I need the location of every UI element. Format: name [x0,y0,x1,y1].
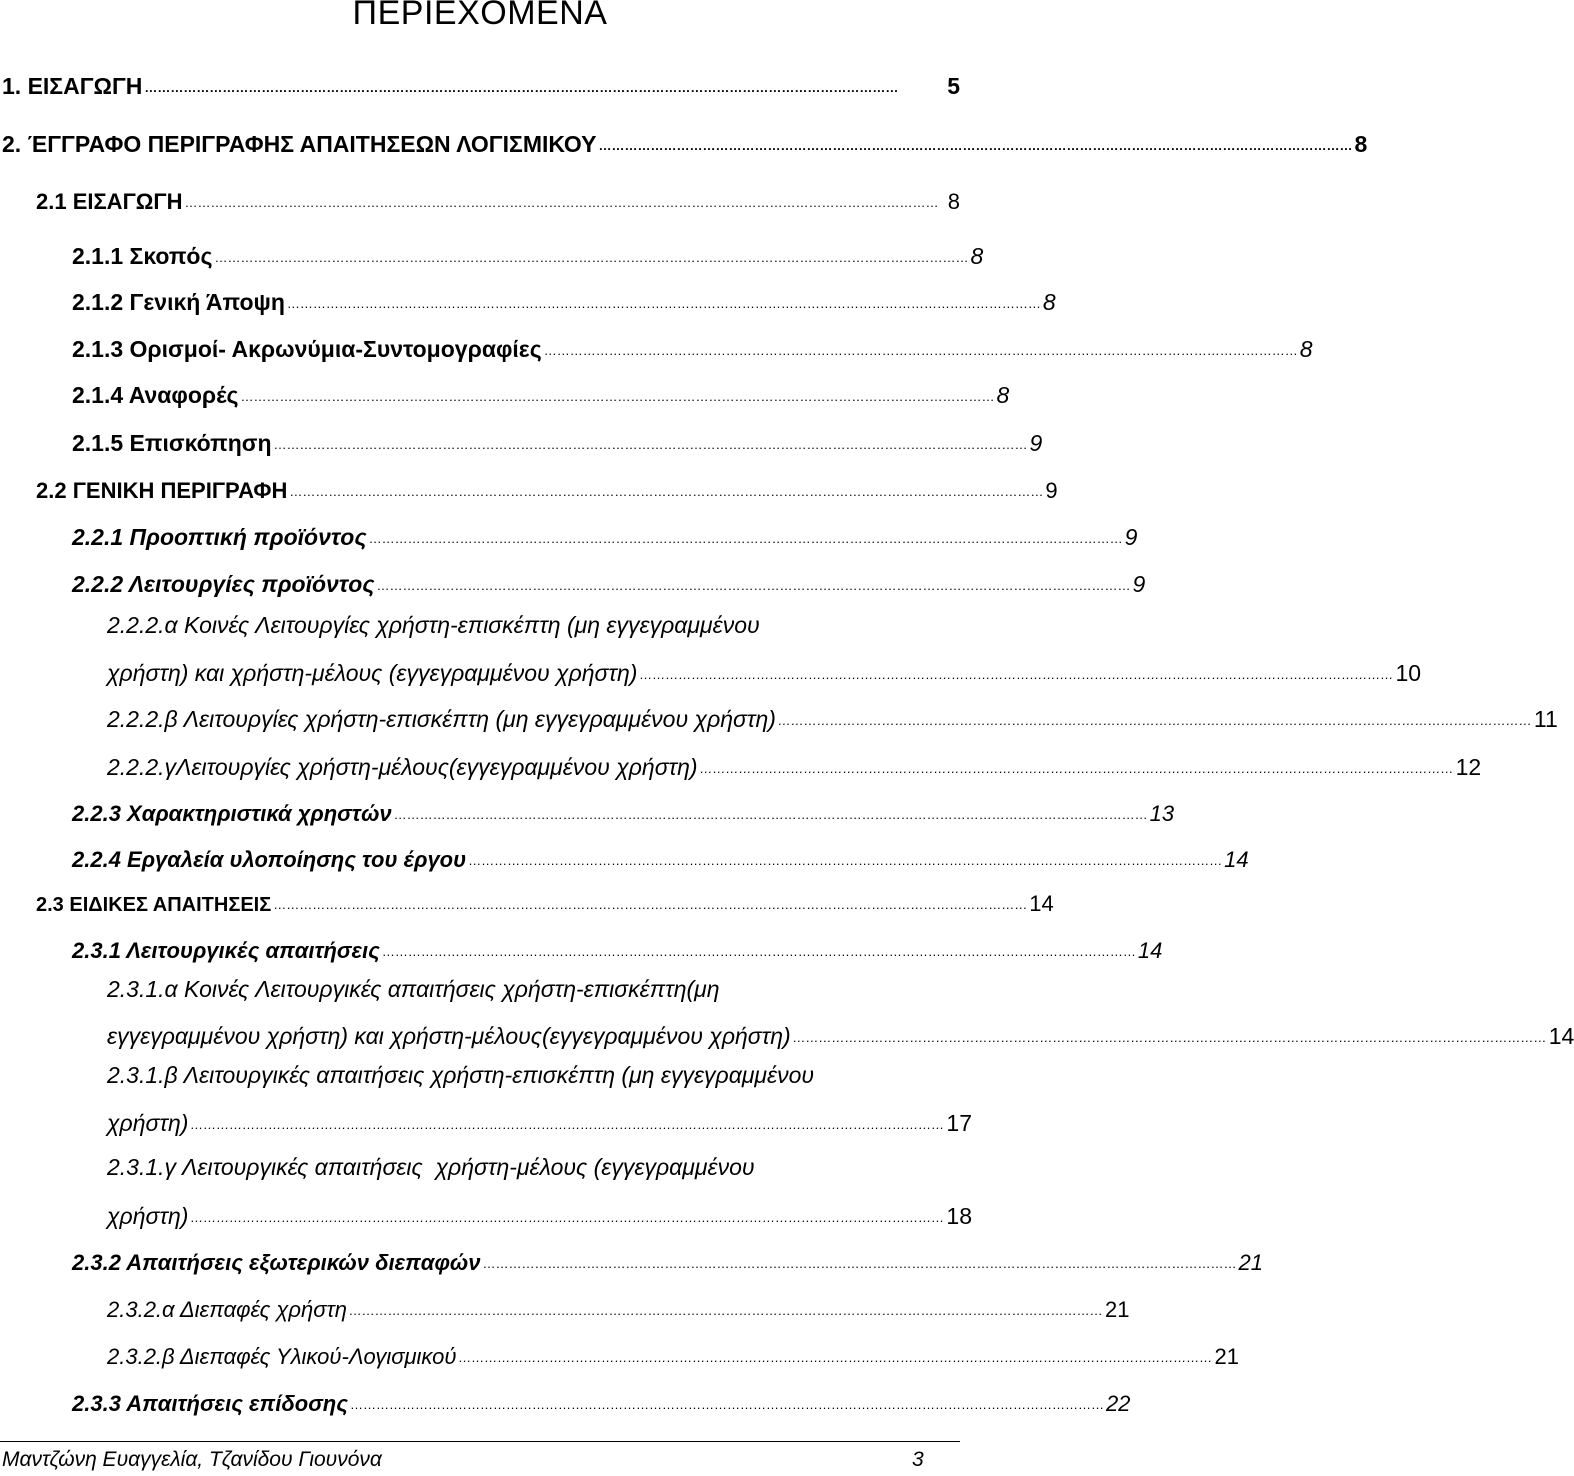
toc-entry-2-2[interactable] [0,464,1058,504]
dot-leader: ………………………………………………………………………………………………………………………………………………………… [348,1303,1103,1318]
toc-entry-label: 2. ΈΓΓΡΑΦΟ ΠΕΡΙΓΡΑΦΗΣ ΑΠΑΙΤΗΣΕΩΝ ΛΟΓΙΣΜΙΚΟΥ [2,131,597,157]
toc-entry-label: 2.1.2 Γενική Άποψη [72,289,285,315]
toc-entry-label: 2.1.4 Αναφορές [72,382,239,408]
toc-entry-page: 9 [1045,478,1058,503]
toc-entry-label: χρήστη) [107,1203,189,1229]
toc-entry-label: χρήστη) και χρήστη-μέλους (εγγεγραμμένου χρήστη) [107,660,638,686]
toc-entry-2-3-2[interactable] [0,1236,1263,1276]
toc-entry-page: 21 [1238,1250,1263,1275]
dot-leader: ………………………………………………………………………………………………………………………………………………………… [214,250,969,265]
toc-entry-label: 2.2.2.β Λειτουργίες χρήστη-επισκέπτη (μη εγγεγραμμένου χρήστη) [107,706,776,732]
toc-entry-2-2-1[interactable] [0,511,1138,551]
toc-entry-page: 11 [1533,706,1558,732]
toc-entry-page: 8 [970,243,984,269]
toc-entry-page: 8 [1042,289,1056,315]
dot-leader: ………………………………………………………………………………………………………………………………………………………… [289,484,1044,499]
toc-entry-label-line1: 2.3.1.α Κοινές Λειτουργικές απαιτήσεις χρήστη-επισκέπτη(μη [107,976,720,1002]
dot-leader: ………………………………………………………………………………………………………………………………………………………… [368,531,1123,546]
toc-entry-label: 2.2.1 Προοπτική προϊόντος [72,524,367,550]
dot-leader: ………………………………………………………………………………………………………………………………………………………… [381,944,1136,959]
toc-entry-page: 14 [1224,847,1249,872]
toc-entry-page: 17 [946,1110,972,1136]
dot-leader: ………………………………………………………………………………………………………………………………………………………… [543,343,1298,358]
dot-leader: ………………………………………………………………………………………………………………………………………………………… [468,853,1223,868]
toc-entry-label-line1: 2.3.1.β Λειτουργικές απαιτήσεις χρήστη-επισκέπτη (μη εγγεγραμμένου [107,1062,815,1088]
toc-entry-page: 8 [1354,131,1368,157]
dot-leader: ………………………………………………………………………………………………………………………………………………………… [482,1256,1237,1271]
toc-entry-label: 2.1.5 Επισκόπηση [72,430,272,456]
toc-entry-2-2-4[interactable] [0,833,1249,873]
toc-entry-label: 2.3.2.α Διεπαφές χρήστη [107,1297,347,1322]
dot-leader: ………………………………………………………………………………………………………………………………………………………… [190,1117,945,1132]
dot-leader: ………………………………………………………………………………………………………………………………………………………… [792,1030,1547,1045]
toc-entry-page: 22 [1105,1391,1131,1416]
dot-leader: ………………………………………………………………………………………………………………………………………………………… [639,667,1394,682]
toc-entry-2-1-4[interactable] [0,369,1010,409]
toc-entry-label: 2.2.2 Λειτουργίες προϊόντος [72,571,375,597]
toc-entry-page: 14 [1029,891,1054,916]
dot-leader: ………………………………………………………………………………………………………………………………………………………… [777,713,1532,728]
footer-authors: Μαντζώνη Ευαγγελία, Τζανίδου Γιουνόνα [2,1448,382,1471]
toc-entry-2-2-2-b[interactable] [0,693,1558,733]
toc-entry-page: 9 [1124,524,1138,550]
toc-entry-2[interactable] [0,118,1368,158]
toc-entry-label: 2.2.3 Χαρακτηριστικά χρηστών [72,801,392,826]
toc-entry-2-2-3[interactable] [0,787,1175,827]
toc-entry-2-1-3[interactable] [0,323,1313,363]
page-footer [0,1441,960,1475]
dot-leader: ………………………………………………………………………………………………………………………………………………………… [184,195,939,210]
toc-entry-2-1-2[interactable] [0,276,1056,316]
toc-entry-page: 14 [1137,938,1163,963]
toc-entry-2-3-2-b[interactable] [0,1330,1239,1370]
dot-leader: ………………………………………………………………………………………………………………………………………………………… [144,80,899,95]
toc-entry-page: 18 [946,1203,972,1229]
toc-entry-page: 10 [1395,660,1422,686]
toc-entry-page: 12 [1455,754,1482,780]
dot-leader: ………………………………………………………………………………………………………………………………………………………… [458,1350,1213,1365]
dot-leader: ………………………………………………………………………………………………………………………………………………………… [699,761,1454,776]
toc-entry-page: 8 [1299,336,1313,362]
toc-entry-label: χρήστη) [107,1110,189,1136]
toc-entry-label: εγγεγραμμένου χρήστη) και χρήστη-μέλους(εγγεγραμμένου χρήστη) [107,1023,791,1049]
dot-leader: ………………………………………………………………………………………………………………………………………………………… [393,807,1148,822]
toc-entry-label: 2.3.2.β Διεπαφές Υλικού-Λογισμικού [107,1344,457,1369]
toc-entry-2-3[interactable] [0,877,1054,917]
dot-leader: ………………………………………………………………………………………………………………………………………………………… [349,1397,1104,1412]
toc-entry-2-1-5[interactable] [0,417,1043,457]
toc-entry-page: 21 [1214,1344,1239,1369]
toc-entry-2-3-1[interactable] [0,924,1163,964]
dot-leader: ………………………………………………………………………………………………………………………………………………………… [598,138,1353,153]
toc-entry-label: 2.3.2 Απαιτήσεις εξωτερικών διεπαφών [72,1250,481,1275]
dot-leader: ………………………………………………………………………………………………………………………………………………………… [190,1210,945,1225]
footer-page-number: 3 [912,1448,924,1471]
toc-entry-label: 2.1.3 Ορισμοί- Ακρωνύμια-Συντομογραφίες [72,336,542,362]
toc-entry-label-line1: 2.3.1.γ Λειτουργικές απαιτήσεις χρήστη-μέλους (εγγεγραμμένου [107,1154,755,1180]
toc-entry-1[interactable] [0,60,960,100]
toc-entry-2-2-2-a[interactable] [0,647,1422,687]
toc-entry-2-2-2[interactable] [0,558,1146,598]
toc-entry-label: 2.3 ΕΙΔΙΚΕΣ ΑΠΑΙΤΗΣΕΙΣ [36,894,272,916]
toc-entry-page: 9 [1029,430,1043,456]
toc-entry-page: 5 [947,73,960,99]
dot-leader: ………………………………………………………………………………………………………………………………………………………… [286,296,1041,311]
toc-entry-2-3-1-a[interactable] [0,1010,1574,1050]
toc-entry-page: 8 [947,189,960,214]
toc-entry-page: 14 [1548,1023,1574,1049]
page-title: ΠΕΡΙΕΧΟΜΕΝΑ [352,0,608,32]
toc-entry-page: 13 [1149,801,1175,826]
toc-entry-page: 21 [1104,1297,1130,1322]
toc-entry-2-3-1-c[interactable] [0,1190,972,1230]
toc-entry-label: 2.2 ΓΕΝΙΚΗ ΠΕΡΙΓΡΑΦΗ [36,478,288,503]
dot-leader: ………………………………………………………………………………………………………………………………………………………… [273,437,1028,452]
toc-entry-label: 2.3.1 Λειτουργικές απαιτήσεις [72,938,380,963]
toc-entry-label: 2.1.1 Σκοπός [72,243,213,269]
dot-leader: ………………………………………………………………………………………………………………………………………………………… [376,578,1131,593]
toc-entry-label: 2.2.4 Εργαλεία υλοποίησης του έργου [72,847,467,872]
dot-leader: ………………………………………………………………………………………………………………………………………………………… [240,389,995,404]
toc-entry-label: 1. ΕΙΣΑΓΩΓΗ [2,73,143,99]
toc-entry-2-3-1-b[interactable] [0,1097,972,1137]
toc-entry-page: 8 [996,382,1010,408]
toc-entry-2-3-3[interactable] [0,1377,1131,1417]
toc-entry-2-3-2-a[interactable] [0,1283,1130,1323]
toc-entry-page: 9 [1132,571,1146,597]
toc-entry-2-2-2-c[interactable] [0,741,1482,781]
toc-entry-2-1[interactable] [0,175,960,215]
toc-entry-label-line1: 2.2.2.α Κοινές Λειτουργίες χρήστη-επισκέπτη (μη εγγεγραμμένου [107,612,760,638]
toc-entry-2-1-1[interactable] [0,230,984,270]
dot-leader: ………………………………………………………………………………………………………………………………………………………… [273,897,1028,912]
toc-entry-label: 2.3.3 Απαιτήσεις επίδοσης [72,1391,348,1416]
toc-entry-label: 2.2.2.γΛειτουργίες χρήστη-μέλους(εγγεγραμμένου χρήστη) [107,754,698,780]
toc-entry-label: 2.1 ΕΙΣΑΓΩΓΗ [36,189,183,214]
